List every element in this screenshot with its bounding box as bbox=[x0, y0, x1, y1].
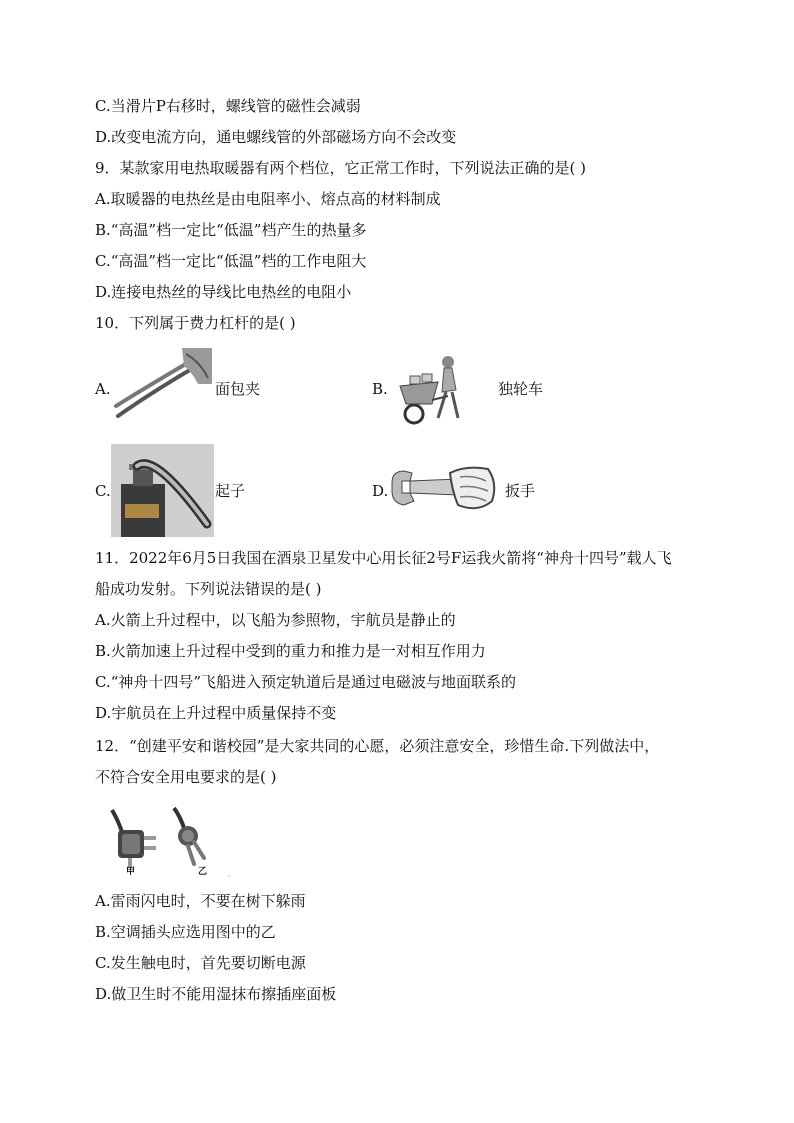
q12-stem-line2: 不符合安全用电要求的是( ) bbox=[95, 768, 277, 786]
q12-option-d: D.做卫生时不能用湿抹布擦插座面板 bbox=[95, 985, 337, 1003]
q12-option-b: B.空调插头应选用图中的乙 bbox=[95, 923, 276, 941]
q11-option-c: C.“神舟十四号”飞船进入预定轨道后是通过电磁波与地面联系的 bbox=[95, 673, 517, 691]
q10-option-b-letter: B. bbox=[372, 380, 388, 398]
q9-option-c: C.“高温”档一定比“低温”档的工作电阻大 bbox=[95, 252, 367, 270]
q10-option-d-caption: 扳手 bbox=[505, 482, 536, 500]
q10-option-b-caption: 独轮车 bbox=[498, 380, 544, 398]
q10-option-d-letter: D. bbox=[372, 482, 389, 500]
q10-option-a-caption: 面包夹 bbox=[215, 380, 261, 398]
q11-stem-line1: 11．2022年6月5日我国在酒泉卫星发中心用长征2号F运我火箭将“神舟十四号”载人飞 bbox=[95, 549, 672, 567]
q11-option-a: A.火箭上升过程中，以飞船为参照物，宇航员是静止的 bbox=[95, 611, 456, 629]
q9-option-d: D.连接电热丝的导线比电热丝的电阻小 bbox=[95, 283, 352, 301]
q12-option-a: A.雷雨闪电时，不要在树下躲雨 bbox=[95, 892, 306, 910]
q9-option-a: A.取暖器的电热丝是由电阻率小、熔点高的材料制成 bbox=[95, 190, 441, 208]
q9-option-b: B.“高温”档一定比“低温”档产生的热量多 bbox=[95, 221, 367, 239]
q10-option-a-letter: A. bbox=[95, 380, 111, 398]
q8-option-c: C.当滑片P右移时，螺线管的磁性会减弱 bbox=[95, 97, 361, 115]
q12-option-c: C.发生触电时，首先要切断电源 bbox=[95, 954, 306, 972]
q11-stem-line2: 船成功发射。下列说法错误的是( ) bbox=[95, 580, 322, 598]
q11-option-b: B.火箭加速上升过程中受到的重力和推力是一对相互作用力 bbox=[95, 642, 486, 660]
q10-option-c-caption: 起子 bbox=[215, 482, 246, 500]
plug-label-jia: 甲 bbox=[126, 867, 136, 877]
q9-stem: 9．某款家用电热取暖器有两个档位，它正常工作时，下列说法正确的是( ) bbox=[95, 159, 587, 177]
q10-option-c-letter: C. bbox=[95, 482, 111, 500]
wrench-icon bbox=[388, 461, 498, 516]
wheelbarrow-icon bbox=[398, 352, 478, 428]
tongs-icon bbox=[112, 344, 214, 422]
q8-option-d: D.改变电流方向，通电螺线管的外部磁场方向不会改变 bbox=[95, 128, 457, 146]
bottle-opener-icon bbox=[111, 444, 214, 537]
q11-option-d: D.宇航员在上升过程中质量保持不变 bbox=[95, 704, 337, 722]
svg-text:.: . bbox=[228, 871, 230, 878]
plug-label-yi: 乙 bbox=[198, 867, 208, 877]
q12-stem-line1: 12．“创建平安和谐校园”是大家共同的心愿，必须注意安全，珍惜生命.下列做法中， bbox=[95, 737, 660, 755]
q10-stem: 10．下列属于费力杠杆的是( ) bbox=[95, 314, 296, 332]
